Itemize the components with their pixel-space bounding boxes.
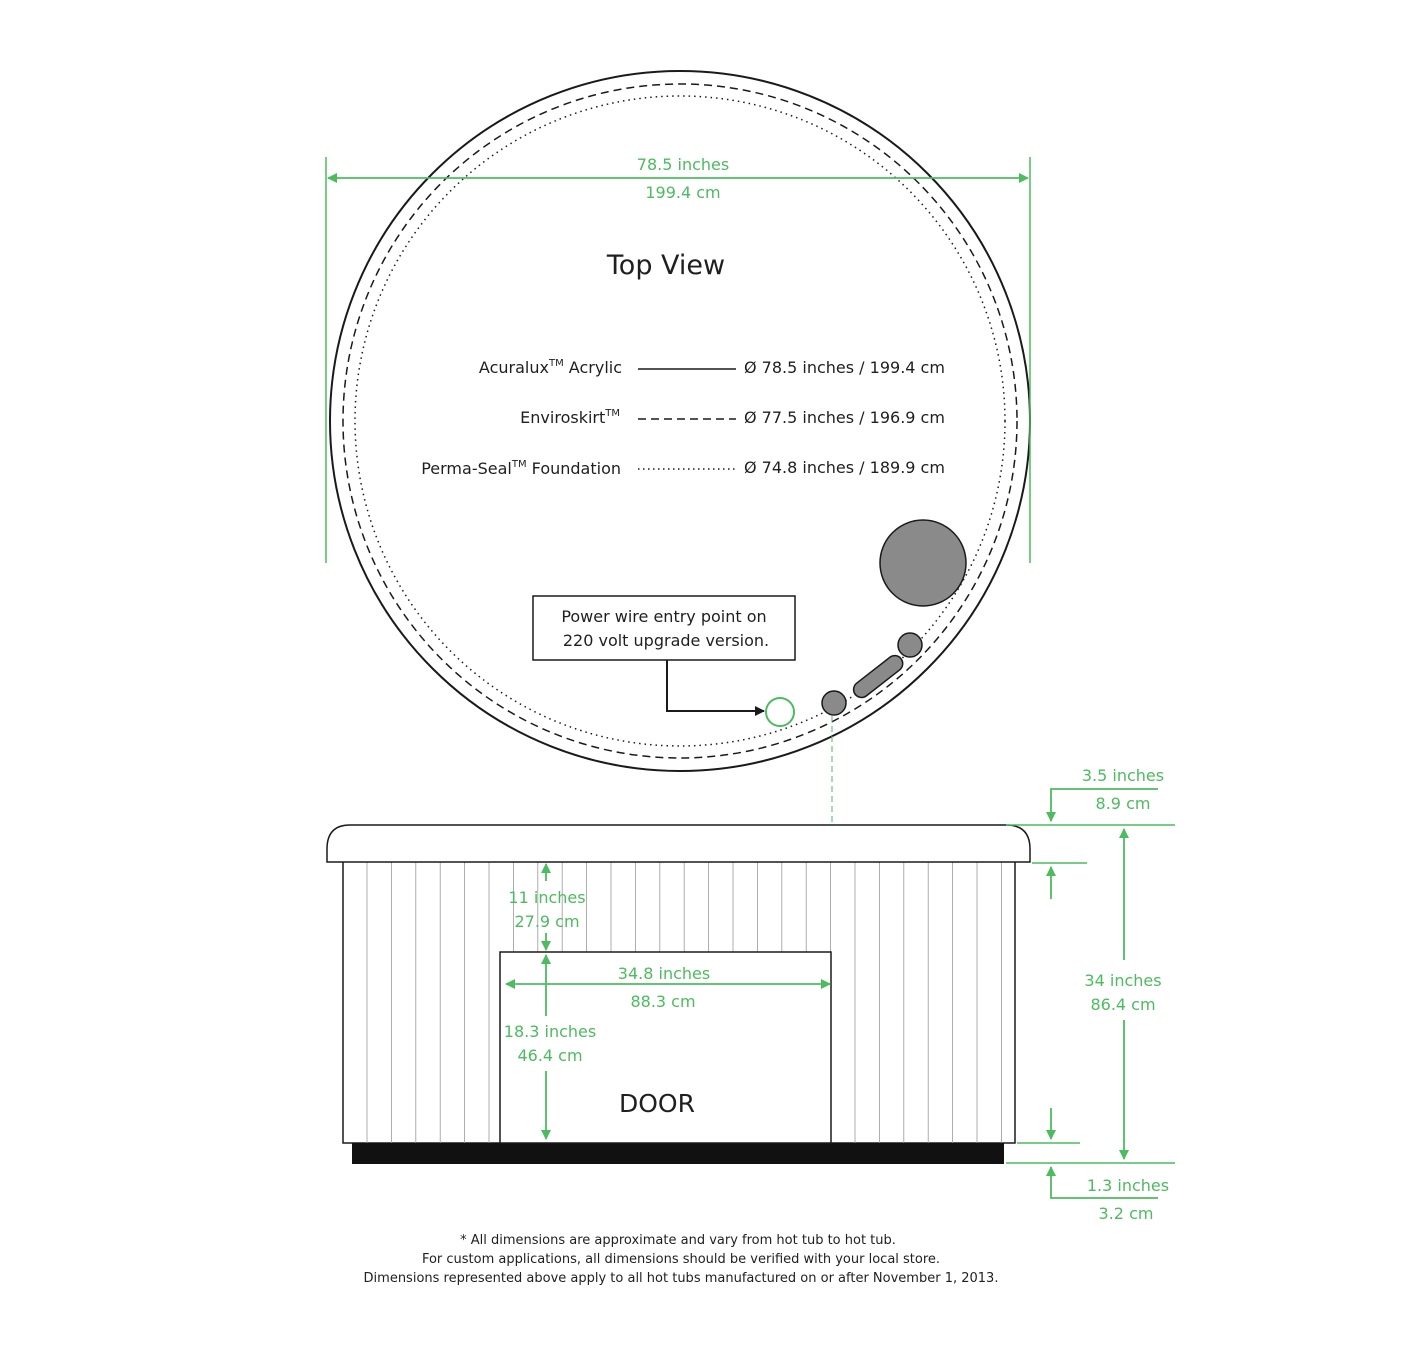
legend-label-foundation: Perma-Seal™ Foundation	[421, 459, 621, 478]
base-height-inches: 1.3 inches	[1086, 1176, 1170, 1195]
base-foundation	[352, 1143, 1004, 1164]
legend-value-enviroskirt: Ø 77.5 inches / 196.9 cm	[744, 408, 945, 427]
base-height-cm: 3.2 cm	[1098, 1204, 1154, 1223]
lip-height-cm: 8.9 cm	[1095, 794, 1151, 813]
legend-value-foundation: Ø 74.8 inches / 189.9 cm	[744, 458, 945, 477]
top-gap-cm: 27.9 cm	[514, 912, 580, 931]
legend-label-acrylic: Acuralux™ Acrylic	[478, 358, 622, 377]
callout-line2: 220 volt upgrade version.	[562, 631, 770, 650]
total-height-cm: 86.4 cm	[1090, 995, 1156, 1014]
door-width-cm: 88.3 cm	[630, 992, 696, 1011]
footnote-line2: For custom applications, all dimensions should be verified with your local store.	[421, 1252, 941, 1267]
total-height-inches: 34 inches	[1084, 971, 1162, 990]
footnote-line3: Dimensions represented above apply to all hot tubs manufactured on or after November 1, 2013.	[363, 1271, 999, 1286]
fitting-circle-small	[898, 633, 922, 657]
legend-label-enviroskirt: Enviroskirt™	[520, 408, 620, 427]
power-callout	[533, 596, 795, 711]
top-width-cm: 199.4 cm	[645, 183, 721, 202]
door-height-inches: 18.3 inches	[503, 1022, 597, 1041]
door-label: DOOR	[619, 1089, 695, 1118]
arrow-icon	[667, 660, 764, 711]
side-view	[327, 766, 1175, 1223]
footnotes	[364, 1233, 999, 1286]
callout-line1: Power wire entry point on	[561, 607, 767, 626]
footnote-line1: * All dimensions are approximate and vary from hot tub to hot tub.	[460, 1233, 896, 1248]
top-width-inches: 78.5 inches	[636, 155, 730, 174]
top-lip	[327, 825, 1030, 862]
top-view	[326, 71, 1030, 948]
door-height-cm: 46.4 cm	[517, 1046, 583, 1065]
pump-circle-large	[880, 520, 966, 606]
legend-value-acrylic: Ø 78.5 inches / 199.4 cm	[744, 358, 945, 377]
right-dimensions	[1006, 766, 1175, 1223]
fitting-circle-medium	[822, 691, 846, 715]
callout-box	[533, 596, 795, 660]
door-width-inches: 34.8 inches	[617, 964, 711, 983]
legend	[421, 358, 945, 478]
top-gap-inches: 11 inches	[508, 888, 586, 907]
top-view-title: Top View	[606, 250, 726, 281]
lip-height-inches: 3.5 inches	[1081, 766, 1165, 785]
power-entry-point	[766, 698, 794, 726]
